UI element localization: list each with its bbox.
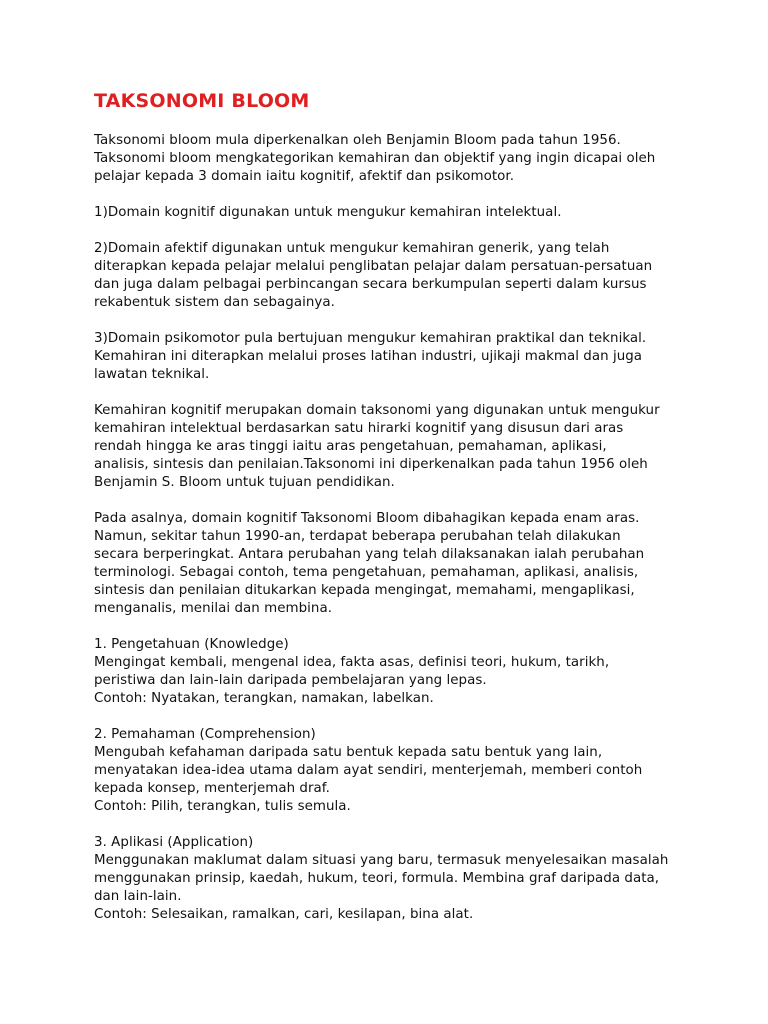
text-line: 2. Pemahaman (Comprehension)	[94, 727, 316, 742]
paragraph	[94, 402, 694, 492]
text-line: dan lain-lain.	[94, 889, 182, 904]
paragraph	[94, 636, 694, 708]
paragraph	[94, 834, 694, 924]
text-line: Kemahiran kognitif merupakan domain taksonomi yang digunakan untuk mengukur	[94, 403, 660, 418]
text-line: pelajar kepada 3 domain iaitu kognitif, afektif dan psikomotor.	[94, 169, 515, 184]
text-line: Contoh: Selesaikan, ramalkan, cari, kesilapan, bina alat.	[94, 907, 474, 922]
text-line: Menggunakan maklumat dalam situasi yang baru, termasuk menyelesaikan masalah	[94, 853, 669, 868]
paragraph	[94, 240, 694, 312]
text-line: rendah hingga ke aras tinggi iaitu aras pengetahuan, pemahaman, aplikasi,	[94, 439, 607, 454]
text-line: secara berperingkat. Antara perubahan yang telah dilaksanakan ialah perubahan	[94, 547, 645, 562]
text-line: menggunakan prinsip, kaedah, hukum, teori, formula. Membina graf daripada data,	[94, 871, 660, 886]
text-line: 1. Pengetahuan (Knowledge)	[94, 637, 289, 652]
text-line: Contoh: Nyatakan, terangkan, namakan, labelkan.	[94, 691, 434, 706]
text-line: kemahiran intelektual berdasarkan satu hirarki kognitif yang disusun dari aras	[94, 421, 624, 436]
paragraph	[94, 726, 694, 816]
text-line: 2)Domain afektif digunakan untuk mengukur kemahiran generik, yang telah	[94, 241, 610, 256]
text-line: Namun, sekitar tahun 1990-an, terdapat beberapa perubahan telah dilakukan	[94, 529, 621, 544]
document-page	[94, 88, 694, 942]
text-line: 1)Domain kognitif digunakan untuk mengukur kemahiran intelektual.	[94, 205, 562, 220]
text-line: peristiwa dan lain-lain daripada pembelajaran yang lepas.	[94, 673, 487, 688]
text-line: terminologi. Sebagai contoh, tema pengetahuan, pemahaman, aplikasi, analisis,	[94, 565, 639, 580]
text-line: Mengubah kefahaman daripada satu bentuk kepada satu bentuk yang lain,	[94, 745, 603, 760]
paragraph	[94, 132, 694, 186]
text-line: dan juga dalam pelbagai perbincangan secara berkumpulan seperti dalam kursus	[94, 277, 647, 292]
text-line: 3. Aplikasi (Application)	[94, 835, 254, 850]
text-line: Taksonomi bloom mula diperkenalkan oleh Benjamin Bloom pada tahun 1956.	[94, 133, 621, 148]
paragraph	[94, 510, 694, 618]
text-line: menganalis, menilai dan membina.	[94, 601, 333, 616]
text-line: kepada konsep, menterjemah draf.	[94, 781, 330, 796]
text-line: analisis, sintesis dan penilaian.Taksonomi ini diperkenalkan pada tahun 1956 oleh	[94, 457, 648, 472]
text-line: Taksonomi bloom mengkategorikan kemahiran dan objektif yang ingin dicapai oleh	[94, 151, 656, 166]
text-line: Pada asalnya, domain kognitif Taksonomi Bloom dibahagikan kepada enam aras.	[94, 511, 640, 526]
text-line: Benjamin S. Bloom untuk tujuan pendidikan.	[94, 475, 395, 490]
text-line: menyatakan idea-idea utama dalam ayat sendiri, menterjemah, memberi contoh	[94, 763, 643, 778]
text-line: 3)Domain psikomotor pula bertujuan mengukur kemahiran praktikal dan teknikal.	[94, 331, 647, 346]
text-line: Contoh: Pilih, terangkan, tulis semula.	[94, 799, 351, 814]
text-line: Kemahiran ini diterapkan melalui proses latihan industri, ujikaji makmal dan juga	[94, 349, 643, 364]
document-body	[94, 132, 694, 924]
paragraph	[94, 204, 694, 222]
text-line: lawatan teknikal.	[94, 367, 210, 382]
text-line: Mengingat kembali, mengenal idea, fakta asas, definisi teori, hukum, tarikh,	[94, 655, 610, 670]
document-title: TAKSONOMI BLOOM	[94, 90, 310, 112]
text-line: diterapkan kepada pelajar melalui penglibatan pelajar dalam persatuan-persatuan	[94, 259, 653, 274]
paragraph	[94, 330, 694, 384]
text-line: sintesis dan penilaian ditukarkan kepada mengingat, memahami, mengaplikasi,	[94, 583, 635, 598]
text-line: rekabentuk sistem dan sebagainya.	[94, 295, 335, 310]
